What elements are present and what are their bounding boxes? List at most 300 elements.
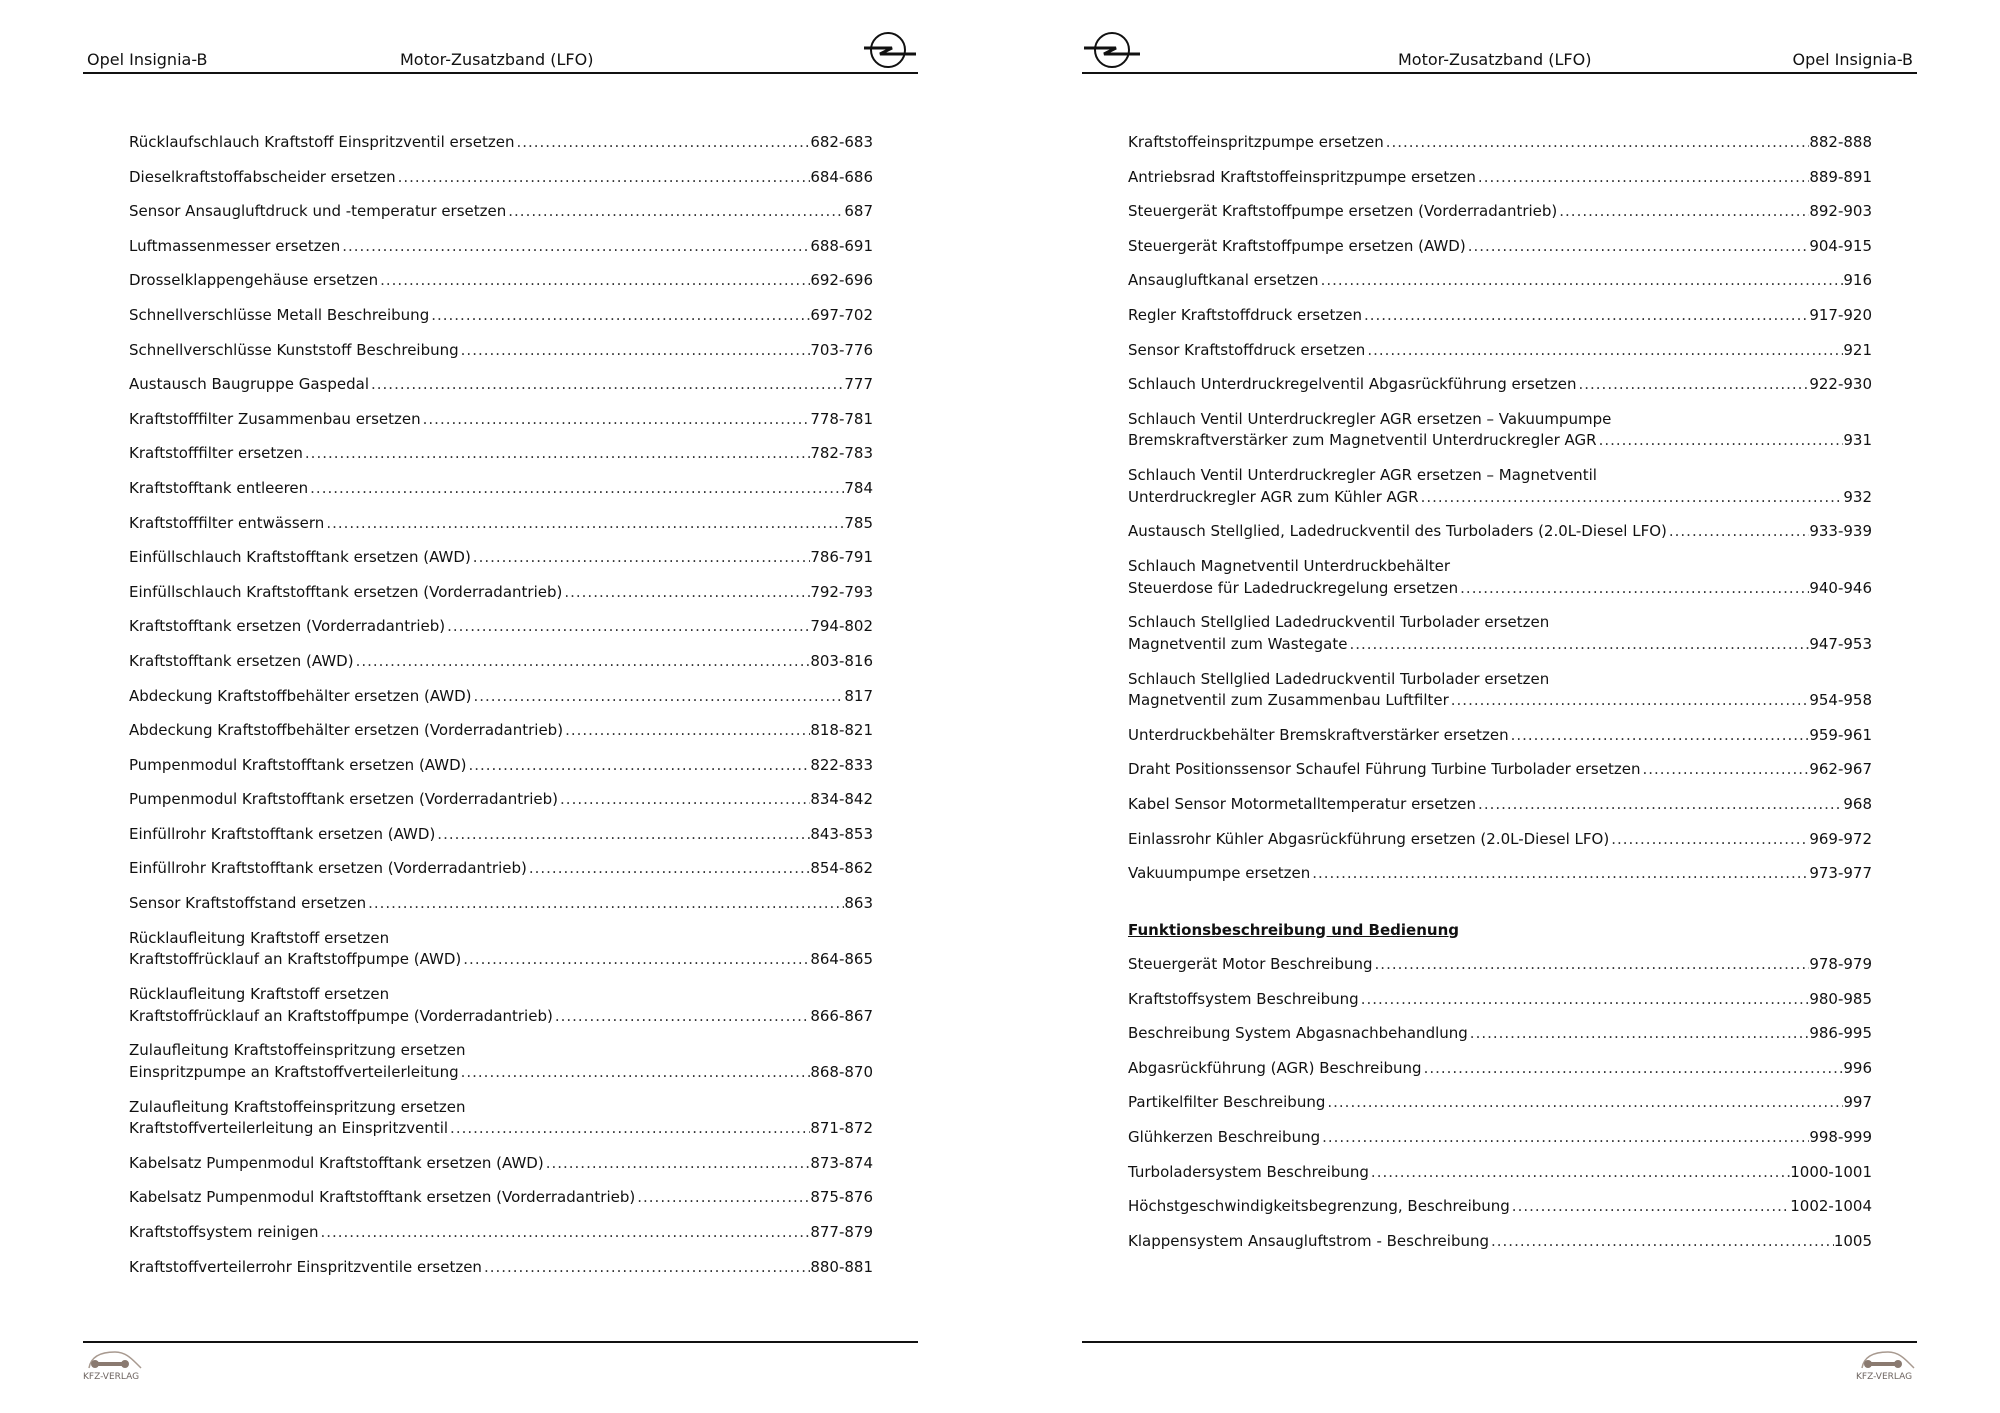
entry-pages: 777 (844, 375, 873, 394)
entry-title-line1: Schlauch Ventil Unterdruckregler AGR ersetzen – Magnetventil (1128, 466, 1597, 485)
entry-title: Schnellverschlüsse Metall Beschreibung (129, 305, 430, 324)
entry-pages: 794-802 (810, 617, 873, 636)
toc-entries (1128, 132, 1872, 885)
entry-pages: 803-816 (810, 651, 873, 670)
dot-leader (466, 755, 810, 777)
toc-section-entries (1128, 954, 1872, 1252)
dot-leader (1325, 1092, 1843, 1114)
entry-pages: 959-961 (1809, 725, 1872, 744)
entry-row (129, 478, 873, 500)
entry-pages: 917-920 (1809, 305, 1872, 324)
entry-row (1128, 1092, 1872, 1114)
entry-row (129, 374, 873, 396)
toc-entry[interactable] (129, 270, 873, 292)
entry-row (1128, 430, 1872, 452)
header-rule (83, 72, 918, 74)
toc-entry[interactable] (129, 1257, 873, 1279)
entry-pages: 880-881 (810, 1257, 873, 1276)
dot-leader (1509, 725, 1810, 747)
dot-leader (429, 305, 810, 327)
entry-row (1128, 167, 1872, 189)
dot-leader (369, 374, 844, 396)
entry-row (129, 1257, 873, 1279)
toc-entry[interactable] (1128, 1162, 1872, 1184)
dot-leader (472, 686, 845, 708)
entry-row (1128, 1162, 1872, 1184)
entry-pages: 986-995 (1809, 1024, 1872, 1043)
entry-row (1128, 759, 1872, 781)
entry-row (129, 858, 873, 880)
entry-row (129, 582, 873, 604)
entry-row (129, 686, 873, 708)
entry-pages: 962-967 (1809, 760, 1872, 779)
entry-title: Kraftstoffverteilerleitung an Einspritzventil (129, 1119, 449, 1138)
toc-entry[interactable] (1128, 863, 1872, 885)
header-title: Motor-Zusatzband (LFO) (400, 50, 594, 69)
entry-title: Kraftstofffilter entwässern (129, 513, 325, 532)
entry-title: Austausch Baugruppe Gaspedal (129, 375, 369, 394)
entry-pages: 682-683 (810, 133, 873, 151)
entry-row (1128, 794, 1872, 816)
entry-title: Bremskraftverstärker zum Magnetventil Unterdruckregler AGR (1128, 431, 1597, 450)
entry-title-line1: Rücklaufleitung Kraftstoff ersetzen (129, 928, 390, 947)
entry-row (1128, 270, 1872, 292)
entry-pages: 922-930 (1809, 375, 1872, 394)
dot-leader (1449, 690, 1810, 712)
entry-pages: 998-999 (1809, 1128, 1872, 1147)
entry-pages: 1005 (1833, 1231, 1872, 1250)
entry-title: Turboladersystem Beschreibung (1128, 1162, 1369, 1181)
entry-row (129, 949, 873, 971)
toc-entry[interactable] (129, 340, 873, 362)
entry-row (1128, 521, 1872, 543)
entry-pages: 1002-1004 (1790, 1197, 1872, 1216)
entry-pages: 921 (1843, 340, 1872, 359)
section-heading: Funktionsbeschreibung und Bedienung (1128, 920, 1459, 939)
dot-leader (1609, 829, 1809, 851)
entry-pages: 863 (844, 894, 873, 913)
entry-pages: 954-958 (1809, 691, 1872, 710)
entry-row (1128, 132, 1872, 154)
entry-row (1128, 863, 1872, 885)
entry-pages: 916 (1843, 271, 1872, 290)
svg-text:KFZ-VERLAG: KFZ-VERLAG (1856, 1372, 1913, 1382)
dot-leader (562, 582, 810, 604)
entry-row (129, 1006, 873, 1028)
entry-row (1128, 1127, 1872, 1149)
entry-pages: 697-702 (810, 305, 873, 324)
entry-pages: 968 (1843, 795, 1872, 814)
entry-pages: 792-793 (810, 582, 873, 601)
entry-title: Abdeckung Kraftstoffbehälter ersetzen (AWD) (129, 686, 472, 705)
entry-row (1128, 634, 1872, 656)
entry-title-line1: Schlauch Stellglied Ladedruckventil Turbolader ersetzen (1128, 613, 1550, 632)
opel-logo-icon (1082, 30, 1142, 70)
toc-entry[interactable] (129, 1153, 873, 1175)
entry-pages: 818-821 (810, 721, 873, 740)
toc-entry[interactable] (129, 167, 873, 189)
entry-title: Kraftstofftank ersetzen (Vorderradantrieb) (129, 617, 446, 636)
dot-leader (1362, 305, 1809, 327)
entry-pages: 782-783 (810, 444, 873, 463)
entry-title: Magnetventil zum Zusammenbau Luftfilter (1128, 691, 1449, 710)
dot-leader (1576, 374, 1809, 396)
entry-title: Einlassrohr Kühler Abgasrückführung ersetzen (2.0L-Diesel LFO) (1128, 829, 1610, 848)
entry-pages: 834-842 (810, 790, 873, 809)
dot-leader (1489, 1231, 1834, 1253)
entry-row (1128, 725, 1872, 747)
right-page (1082, 0, 1917, 1413)
dot-leader (1476, 794, 1843, 816)
entry-pages: 687 (844, 202, 873, 221)
entry-row (1128, 1058, 1872, 1080)
entry-title: Schlauch Unterdruckregelventil Abgasrückführung ersetzen (1128, 375, 1577, 394)
entry-row (129, 1187, 873, 1209)
toc-entry[interactable] (129, 201, 873, 223)
toc-entry[interactable] (129, 984, 873, 1027)
toc-entry[interactable] (129, 858, 873, 880)
dot-leader (324, 513, 844, 535)
entry-title: Höchstgeschwindigkeitsbegrenzung, Beschreibung (1128, 1197, 1510, 1216)
header-model: Opel Insignia-B (87, 50, 208, 69)
dot-leader (459, 340, 811, 362)
entry-row (1128, 305, 1872, 327)
dot-leader (1667, 521, 1809, 543)
entry-row (129, 1062, 873, 1084)
entry-title: Einspritzpumpe an Kraftstoffverteilerleitung (129, 1062, 459, 1081)
entry-pages: 931 (1843, 431, 1872, 450)
entry-title: Kraftstofffilter Zusammenbau ersetzen (129, 409, 421, 428)
entry-row (1128, 954, 1872, 976)
entry-row (1128, 1231, 1872, 1253)
entry-pages: 843-853 (810, 824, 873, 843)
dot-leader (1320, 1127, 1809, 1149)
dot-leader (318, 1222, 810, 1244)
toc-entry[interactable] (129, 1222, 873, 1244)
toc-entry[interactable] (1128, 829, 1872, 851)
toc-entry[interactable] (129, 720, 873, 742)
toc-entry[interactable] (129, 1097, 873, 1140)
entry-row (1128, 487, 1872, 509)
footer-rule (1082, 1341, 1917, 1343)
entry-row (129, 616, 873, 638)
toc-entry[interactable] (129, 513, 873, 535)
entry-pages: 875-876 (810, 1188, 873, 1207)
entry-pages: 877-879 (810, 1223, 873, 1242)
left-page (83, 0, 918, 1413)
dot-leader (1319, 270, 1844, 292)
dot-leader (435, 824, 810, 846)
entry-pages: 871-872 (810, 1119, 873, 1138)
dot-leader (1466, 236, 1810, 258)
header-title: Motor-Zusatzband (LFO) (1398, 50, 1592, 69)
toc-entry[interactable] (129, 547, 873, 569)
dot-leader (635, 1187, 810, 1209)
toc-entry[interactable] (1128, 374, 1872, 396)
entry-pages: 786-791 (810, 548, 873, 567)
entry-pages: 784 (844, 478, 873, 497)
entry-title: Pumpenmodul Kraftstofftank ersetzen (Vorderradantrieb) (129, 790, 559, 809)
entry-title: Schnellverschlüsse Kunststoff Beschreibung (129, 340, 459, 359)
dot-leader (1640, 759, 1809, 781)
footer-rule (83, 1341, 918, 1343)
toc-entry[interactable] (1128, 1127, 1872, 1149)
dot-leader (378, 270, 810, 292)
entry-title: Abdeckung Kraftstoffbehälter ersetzen (Vorderradantrieb) (129, 721, 564, 740)
dot-leader (506, 201, 844, 223)
dot-leader (471, 547, 811, 569)
entry-pages: 980-985 (1809, 989, 1872, 1008)
entry-title: Steuergerät Kraftstoffpumpe ersetzen (Vorderradantrieb) (1128, 202, 1558, 221)
entry-pages: 889-891 (1809, 167, 1872, 186)
dot-leader (396, 167, 811, 189)
entry-title: Kraftstoffsystem Beschreibung (1128, 989, 1359, 1008)
dot-leader (354, 651, 811, 673)
entry-title: Einfüllschlauch Kraftstofftank ersetzen (Vorderradantrieb) (129, 582, 563, 601)
entry-pages: 864-865 (810, 950, 873, 969)
entry-row (129, 132, 873, 154)
entry-row (129, 409, 873, 431)
kfz-verlag-logo-icon (1854, 1346, 1918, 1386)
dot-leader (421, 409, 811, 431)
entry-title-line1: Zulaufleitung Kraftstoffeinspritzung ersetzen (129, 1097, 466, 1116)
entry-row (129, 305, 873, 327)
toc-entry[interactable] (1128, 759, 1872, 781)
entry-row (129, 443, 873, 465)
dot-leader (553, 1006, 810, 1028)
toc-entry[interactable] (1128, 1023, 1872, 1045)
dot-leader (1597, 430, 1844, 452)
dot-leader (448, 1118, 810, 1140)
dot-leader (1384, 132, 1810, 154)
entry-title-line1: Rücklaufleitung Kraftstoff ersetzen (129, 984, 390, 1003)
toc-entry[interactable] (1128, 612, 1872, 655)
entry-row (1128, 578, 1872, 600)
dot-leader (558, 789, 810, 811)
toc-entry[interactable] (1128, 305, 1872, 327)
toc-entry[interactable] (1128, 167, 1872, 189)
toc-entry[interactable] (1128, 989, 1872, 1011)
toc-entry[interactable] (1128, 1231, 1872, 1253)
toc-entry[interactable] (129, 374, 873, 396)
entry-pages: 692-696 (810, 271, 873, 290)
dot-leader (1419, 487, 1844, 509)
dot-leader (563, 720, 810, 742)
header-rule (1082, 72, 1917, 74)
entry-row (129, 167, 873, 189)
entry-title: Luftmassenmesser ersetzen (129, 236, 341, 255)
entry-pages: 973-977 (1809, 864, 1872, 883)
toc-list (1128, 132, 1872, 1265)
entry-title: Antriebsrad Kraftstoffeinspritzpumpe ersetzen (1128, 167, 1476, 186)
entry-title: Kraftstoffrücklauf an Kraftstoffpumpe (Vorderradantrieb) (129, 1006, 553, 1025)
entry-pages: 868-870 (810, 1062, 873, 1081)
entry-title: Kraftstoffrücklauf an Kraftstoffpumpe (AWD) (129, 950, 462, 969)
toc-entry[interactable] (129, 789, 873, 811)
entry-title: Steuergerät Motor Beschreibung (1128, 955, 1373, 974)
toc-entry[interactable] (1128, 954, 1872, 976)
entry-row (1128, 690, 1872, 712)
entry-title: Kraftstoffsystem reinigen (129, 1223, 319, 1242)
entry-pages: 684-686 (810, 167, 873, 186)
dot-leader (303, 443, 810, 465)
entry-title: Klappensystem Ansaugluftstrom - Beschreibung (1128, 1231, 1489, 1250)
entry-row (129, 893, 873, 915)
entry-row (129, 824, 873, 846)
entry-row (129, 513, 873, 535)
entry-title: Sensor Ansaugluftdruck und -temperatur ersetzen (129, 202, 507, 221)
toc-entry[interactable] (129, 928, 873, 971)
dot-leader (340, 236, 810, 258)
entry-title: Partikelfilter Beschreibung (1128, 1093, 1326, 1112)
entry-pages: 866-867 (810, 1006, 873, 1025)
entry-title: Unterdruckregler AGR zum Kühler AGR (1128, 487, 1419, 506)
entry-title: Kabelsatz Pumpenmodul Kraftstofftank ersetzen (AWD) (129, 1153, 544, 1172)
toc-entry[interactable] (1128, 1196, 1872, 1218)
dot-leader (1510, 1196, 1790, 1218)
entry-pages: 978-979 (1809, 955, 1872, 974)
toc-entry[interactable] (129, 1187, 873, 1209)
entry-row (129, 201, 873, 223)
dot-leader (1347, 634, 1809, 656)
entry-title: Abgasrückführung (AGR) Beschreibung (1128, 1058, 1422, 1077)
entry-title: Kabelsatz Pumpenmodul Kraftstofftank ersetzen (Vorderradantrieb) (129, 1188, 636, 1207)
dot-leader (544, 1153, 811, 1175)
entry-title: Beschreibung System Abgasnachbehandlung (1128, 1024, 1468, 1043)
entry-title: Unterdruckbehälter Bremskraftverstärker ersetzen (1128, 725, 1509, 744)
toc-entry[interactable] (129, 132, 873, 154)
entry-row (129, 755, 873, 777)
entry-title: Steuerdose für Ladedruckregelung ersetzen (1128, 578, 1459, 597)
entry-pages: 688-691 (810, 236, 873, 255)
entry-pages: 817 (844, 686, 873, 705)
dot-leader (459, 1062, 811, 1084)
toc-entry[interactable] (1128, 132, 1872, 154)
entry-title: Magnetventil zum Wastegate (1128, 634, 1348, 653)
dot-leader (527, 858, 810, 880)
entry-row (129, 651, 873, 673)
toc-entry[interactable] (1128, 725, 1872, 747)
toc-entry[interactable] (1128, 236, 1872, 258)
entry-pages: 947-953 (1809, 634, 1872, 653)
toc-entry[interactable] (129, 824, 873, 846)
dot-leader (1422, 1058, 1844, 1080)
entry-title: Rücklaufschlauch Kraftstoff Einspritzventil ersetzen (129, 133, 515, 151)
dot-leader (308, 478, 844, 500)
entry-pages: 882-888 (1809, 133, 1872, 151)
entry-pages: 785 (844, 513, 873, 532)
entry-pages: 996 (1843, 1058, 1872, 1077)
entry-row (1128, 340, 1872, 362)
entry-pages: 854-862 (810, 859, 873, 878)
toc-entry[interactable] (129, 236, 873, 258)
header-model: Opel Insignia-B (1792, 50, 1913, 69)
toc-entry[interactable] (129, 305, 873, 327)
toc-entry[interactable] (1128, 794, 1872, 816)
toc-entry[interactable] (1128, 521, 1872, 543)
entry-pages: 703-776 (810, 340, 873, 359)
entry-row (129, 1153, 873, 1175)
dot-leader (1373, 954, 1810, 976)
entry-pages: 969-972 (1809, 829, 1872, 848)
dot-leader (1468, 1023, 1810, 1045)
entry-title: Kraftstoffverteilerrohr Einspritzventile ersetzen (129, 1257, 482, 1276)
entry-pages: 822-833 (810, 755, 873, 774)
entry-row (129, 1222, 873, 1244)
entry-title-line1: Schlauch Ventil Unterdruckregler AGR ersetzen – Vakuumpumpe (1128, 409, 1612, 428)
entry-title-line1: Schlauch Magnetventil Unterdruckbehälter (1128, 556, 1451, 575)
entry-row (1128, 201, 1872, 223)
entry-title-line1: Schlauch Stellglied Ladedruckventil Turbolader ersetzen (1128, 669, 1550, 688)
entry-title: Kraftstofftank ersetzen (AWD) (129, 651, 354, 670)
entry-title: Kraftstofffilter ersetzen (129, 444, 303, 463)
toc-entry[interactable] (129, 755, 873, 777)
dot-leader (1476, 167, 1809, 189)
entry-pages: 1000-1001 (1790, 1162, 1872, 1181)
toc-entry[interactable] (1128, 669, 1872, 712)
toc-entry[interactable] (129, 1040, 873, 1083)
dot-leader (366, 893, 844, 915)
dot-leader (1369, 1162, 1790, 1184)
entry-title: Sensor Kraftstoffdruck ersetzen (1128, 340, 1366, 359)
entry-row (1128, 1023, 1872, 1045)
toc-entry[interactable] (129, 409, 873, 431)
toc-entry[interactable] (1128, 201, 1872, 223)
toc-entry[interactable] (129, 651, 873, 673)
entry-title: Einfüllschlauch Kraftstofftank ersetzen (AWD) (129, 548, 471, 567)
toc-entry[interactable] (1128, 1092, 1872, 1114)
entry-title: Drosselklappengehäuse ersetzen (129, 271, 379, 290)
toc-entry[interactable] (129, 582, 873, 604)
entry-title: Vakuumpumpe ersetzen (1128, 864, 1311, 883)
entry-pages: 778-781 (810, 409, 873, 428)
entry-title: Dieselkraftstoffabscheider ersetzen (129, 167, 396, 186)
entry-title: Einfüllrohr Kraftstofftank ersetzen (Vorderradantrieb) (129, 859, 527, 878)
toc-entry[interactable] (1128, 409, 1872, 452)
entry-row (129, 1118, 873, 1140)
kfz-verlag-logo-icon (81, 1346, 145, 1386)
toc-entry[interactable] (1128, 465, 1872, 508)
entry-title: Steuergerät Kraftstoffpumpe ersetzen (AWD) (1128, 236, 1466, 255)
toc-entry[interactable] (1128, 556, 1872, 599)
entry-row (1128, 829, 1872, 851)
entry-row (1128, 236, 1872, 258)
opel-logo-icon (858, 30, 918, 70)
entry-pages: 940-946 (1809, 578, 1872, 597)
entry-title: Sensor Kraftstoffstand ersetzen (129, 894, 367, 913)
entry-pages: 997 (1843, 1093, 1872, 1112)
entry-title-line1: Zulaufleitung Kraftstoffeinspritzung ersetzen (129, 1041, 466, 1060)
entry-row (129, 236, 873, 258)
entry-row (1128, 1196, 1872, 1218)
toc-entry[interactable] (129, 478, 873, 500)
entry-title: Draht Positionssensor Schaufel Führung Turbine Turbolader ersetzen (1128, 760, 1641, 779)
dot-leader (1365, 340, 1843, 362)
toc-entry[interactable] (1128, 270, 1872, 292)
toc-entry[interactable] (129, 893, 873, 915)
toc-entry[interactable] (129, 686, 873, 708)
entry-row (1128, 374, 1872, 396)
toc-entry[interactable] (129, 443, 873, 465)
entry-pages: 933-939 (1809, 522, 1872, 541)
toc-entry[interactable] (1128, 340, 1872, 362)
toc-entry[interactable] (129, 616, 873, 638)
dot-leader (1359, 989, 1810, 1011)
toc-entry[interactable] (1128, 1058, 1872, 1080)
entry-title: Pumpenmodul Kraftstofftank ersetzen (AWD) (129, 755, 467, 774)
dot-leader (1310, 863, 1809, 885)
dot-leader (445, 616, 810, 638)
